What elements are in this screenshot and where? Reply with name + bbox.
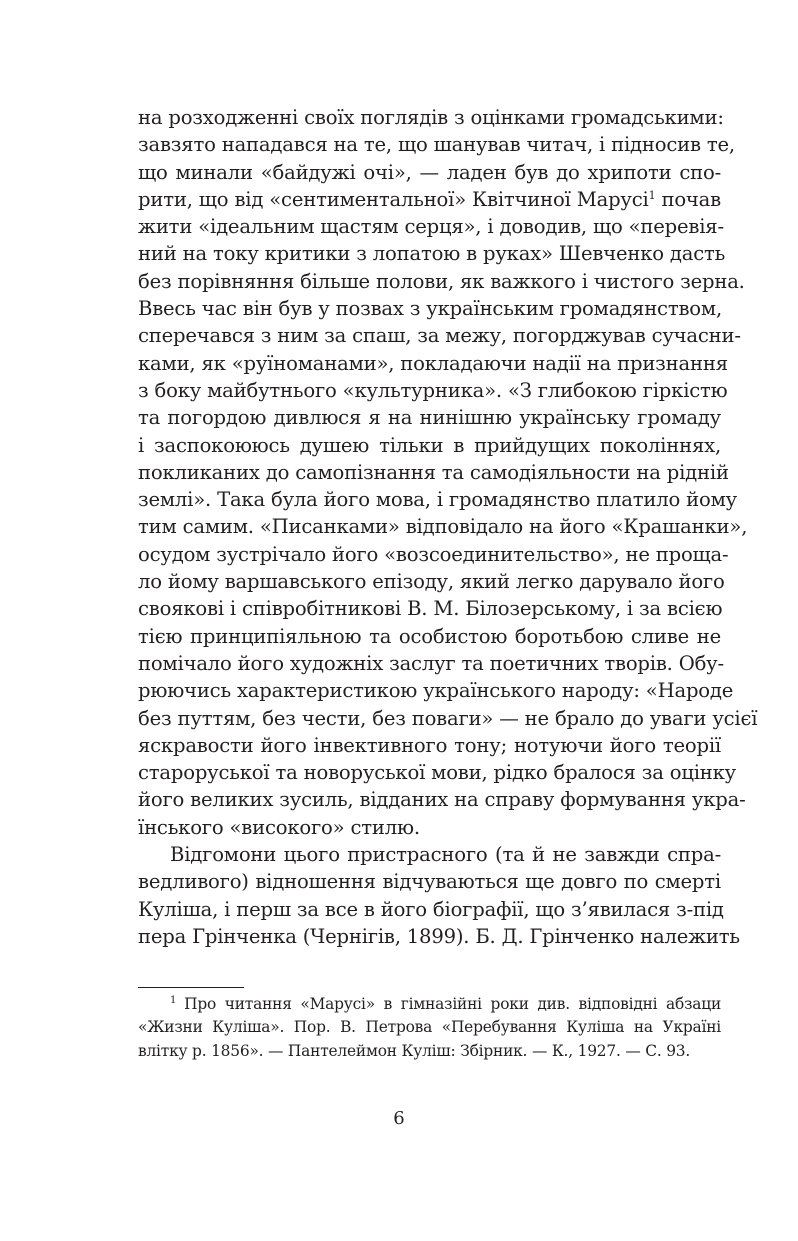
text-line: землі». Така була його мова, і громадянство платило йому (138, 488, 737, 512)
text-line: з боку майбутнього «культурника». «З глибокою гіркістю (138, 378, 728, 402)
text-line: та погордою дивлюся я на нинішню українську громаду (138, 406, 721, 430)
footnote-line (138, 993, 721, 1016)
text-line: на розходженні своїх поглядів з оцінками громадськими: (138, 106, 724, 129)
footnote-marker: 1 (170, 995, 177, 1006)
text-line: без порівняння більше полови, як важкого і чистого зерна. (138, 269, 745, 293)
text-line: їнського «високого» стилю. (138, 815, 420, 839)
text-line: тим самим. «Писанками» відповідало на його «Крашанки», (138, 515, 748, 539)
text-line: староруської та новоруської мови, рідко бралося за оцінку (138, 761, 737, 785)
footnote-text: Про читання «Марусі» в гімназійні роки див. відповідні абзаци (184, 995, 721, 1013)
text-line: ками, як «руїноманами», покладаючи надії на признання (138, 351, 728, 375)
footnote-line: влітку р. 1856». — Пантелеймон Куліш: Збірник. — К., 1927. — С. 93. (138, 1041, 691, 1060)
footnote-divider (138, 987, 244, 988)
text-fragment: рити, що від «сентиментальної» Квітчиної Марусі (138, 187, 649, 211)
text-fragment: почав (655, 187, 721, 211)
text-line: жити «ідеальним щастям серця», і доводив, що «перевія- (138, 215, 724, 239)
text-line: покликаних до самопізнання та самодіяльности на рідній (138, 460, 729, 484)
text-line: осудом зустрічало його «возсоединительство», не проща- (138, 542, 729, 566)
main-text (138, 104, 758, 950)
text-line: своякові і співробітникові В. М. Білозерському, і за всією (138, 597, 723, 621)
text-line: рюючись характеристикою українського народу: «Народе (138, 679, 734, 703)
text-line: ло йому варшавського епізоду, який легко дарувало його (138, 570, 725, 594)
text-line (138, 186, 721, 213)
paragraph-first-line: Відгомони цього пристрасного (та й не завжди спра- (170, 843, 721, 867)
text-line: без путтям, без чести, без поваги» — не брало до уваги усієї (138, 706, 758, 730)
text-line: яскравости його інвективного тону; нотуючи його теорії (138, 733, 721, 757)
text-line: Куліша, і перш за все в його біографії, що з’явилася з-під (138, 897, 724, 921)
footnote (138, 993, 721, 1063)
page-number: 6 (393, 1108, 405, 1129)
footnote-reference[interactable]: 1 (648, 188, 656, 202)
text-line: ний на току критики з лопатою в руках» Шевченко дасть (138, 242, 726, 266)
text-line: завзято нападався на те, що шанував читач, і підносив те, (138, 133, 735, 157)
text-line: ведливого) відношення відчуваються ще довго по смерті (138, 870, 721, 894)
text-line: сперечався з ним за спаш, за межу, погорджував сучасни- (138, 324, 741, 348)
text-line: його великих зусиль, відданих на справу формування укра- (138, 788, 746, 812)
text-line: помічало його художніх заслуг та поетичних творів. Обу- (138, 651, 724, 675)
text-line: тією принципіяльною та особистою боротьбою сливе не (138, 624, 721, 648)
text-line: що минали «байдужі очі», — ладен був до хрипоти спо- (138, 160, 721, 184)
text-line: і заспокоююсь душею тільки в прийдущих поколіннях, (138, 433, 721, 457)
text-line: пера Грінченка (Чернігів, 1899). Б. Д. Грінченко належить (138, 924, 740, 948)
footnote-line: «Жизни Куліша». Пор. В. Петрова «Перебування Куліша на Україні (138, 1018, 721, 1037)
text-line: Ввесь час він був у позвах з українським громадянством, (138, 297, 722, 321)
